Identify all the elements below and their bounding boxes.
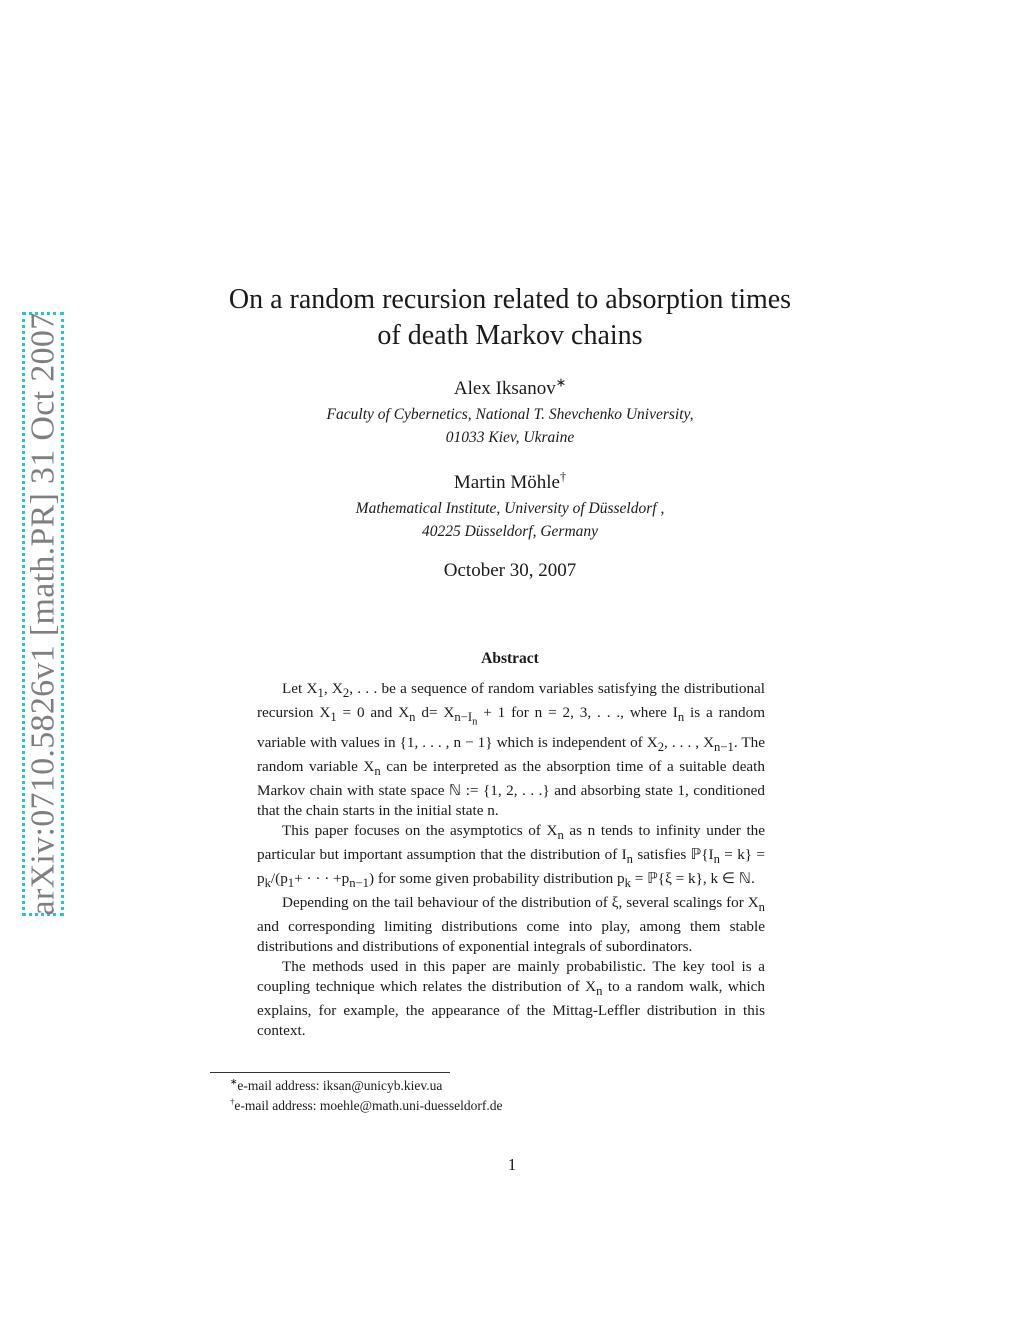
paper-date: October 30, 2007 [443,560,577,581]
footnote-2-text: e-mail address: moehle@math.uni-duesseldorf.de [234,1098,503,1113]
author-2-name: Martin Möhle [453,472,560,493]
footnote-2 [230,1098,503,1114]
abstract-heading: Abstract [481,650,539,667]
abstract-paragraph-4: The methods used in this paper are mainly probabilistic. The key tool is a coupling technique which relates the distribution of $X_n$ to a random walk, which explains, for example, the appearance of the Mittag-Leffler distribution in this context. [257,957,765,1039]
author-1 [200,375,820,400]
paper-title [200,282,820,354]
title-line-1: On a random recursion related to absorption times [228,284,792,315]
affil-2-line-1: Mathematical Institute, University of Düsseldorf , [355,500,665,517]
author-1-mark: ∗ [555,375,567,390]
footnote-rule [210,1072,450,1073]
arxiv-stamp [22,312,64,916]
abstract-body [257,679,765,1041]
footnote-1 [230,1078,442,1094]
title-line-2: of death Markov chains [377,320,643,351]
abstract-paragraph-3: Depending on the tail behaviour of the distribution of ξ, several scalings for $X_n$ and corresponding limiting distributions come into play, among them stable distributions and distributions of exponential integrals of subordinators. [257,893,765,955]
author-1-affiliation [200,403,820,449]
footnote-1-mark: ∗ [230,1076,238,1087]
affil-2-line-2: 40225 Düsseldorf, Germany [421,523,599,540]
affil-1-line-2: 01033 Kiev, Ukraine [445,429,575,446]
author-2 [200,469,820,494]
author-1-name: Alex Iksanov [453,378,556,399]
author-2-affiliation [200,497,820,543]
abstract-paragraph-2: This paper focuses on the asymptotics of $X_n$ as n tends to infinity under the particular but important assumption that the distribution of $I_n$ satisfies $ℙ\{I_n = k\} = p_k/(p_1+$ · · · $+p_{n-1}$) for some given probability distribution $p_k$ = ℙ{ξ = k}, k ∈ ℕ. [257,821,766,890]
abstract-paragraph-1: Let $X_1$, $X_2$, . . . be a sequence of random variables satisfying the distributional recursion $X_1 = 0$ and $X_n$ $d= X_{n-I_n} + 1$ for n = 2, 3, . . ., where $I_n$ is a random variable with values in {1, . . . , n − 1} which is independent of $X_2$, . . . , $X_{n-1}$. The random variable $X_n$ can be interpreted as the absorption time of a suitable death Markov chain with state space ℕ := {1, 2, . . .} and absorbing state 1, conditioned that the chain starts in the initial state n. [257,680,766,819]
arxiv-stamp-text: arXiv:0710.5826v1 [math.PR] 31 Oct 2007 [24,312,61,916]
author-2-mark: † [559,469,567,484]
footnote-2-mark: † [230,1096,235,1107]
page-number: 1 [507,1155,517,1174]
footnote-1-text: e-mail address: iksan@unicyb.kiev.ua [237,1078,443,1093]
affil-1-line-1: Faculty of Cybernetics, National T. Shevchenko University, [326,406,694,423]
equal-in-distribution: d= [421,704,438,722]
